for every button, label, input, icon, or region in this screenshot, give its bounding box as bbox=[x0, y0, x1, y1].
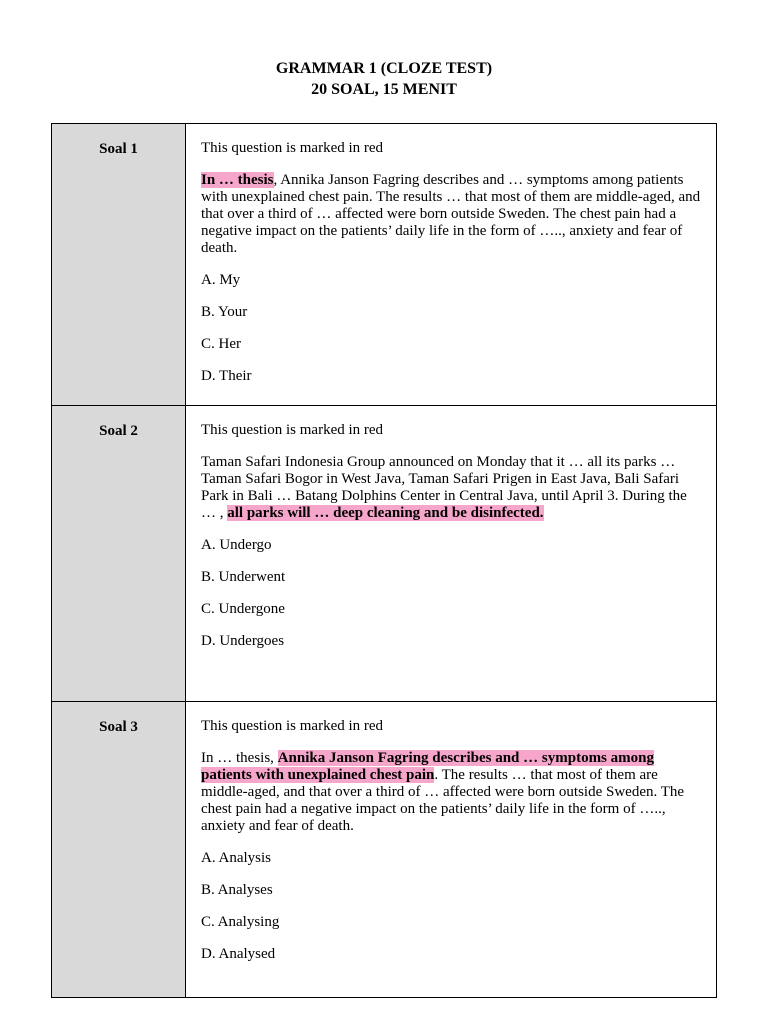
answer-option-b[interactable]: B. Underwent bbox=[201, 569, 286, 585]
answer-option-d[interactable]: D. Their bbox=[201, 368, 252, 384]
question-content bbox=[186, 702, 717, 998]
answer-option-c[interactable]: C. Analysing bbox=[201, 914, 280, 930]
question-label: Soal 1 bbox=[52, 124, 186, 406]
question-passage bbox=[201, 172, 702, 257]
answer-option-a[interactable]: A. Analysis bbox=[201, 850, 272, 866]
question-intro: This question is marked in red bbox=[201, 140, 384, 156]
answer-option-c[interactable]: C. Her bbox=[201, 336, 241, 352]
question-row bbox=[52, 124, 717, 406]
answer-option-a[interactable]: A. Undergo bbox=[201, 537, 272, 553]
highlighted-text: Annika Janson Fagring describes and … symptoms among patients with unexplained chest pain bbox=[201, 750, 654, 783]
question-intro: This question is marked in red bbox=[201, 422, 384, 438]
document-title: GRAMMAR 1 (CLOZE TEST) bbox=[275, 60, 493, 77]
answer-option-d[interactable]: D. Undergoes bbox=[201, 633, 285, 649]
answer-option-c[interactable]: C. Undergone bbox=[201, 601, 285, 617]
question-content bbox=[186, 124, 717, 406]
passage-text: In … thesis, bbox=[201, 750, 278, 766]
question-row bbox=[52, 406, 717, 702]
answer-option-d[interactable]: D. Analysed bbox=[201, 946, 276, 962]
passage-text: Taman Safari Indonesia Group announced on Monday that it … all its parks … Taman Safari Bogor in West Java, Taman Safari Prigen in East Java, Bali Safari Park in Bali … Batang Dolphins Center in Central Java, until April 3. During the … , bbox=[201, 454, 687, 521]
document-subtitle: 20 SOAL, 15 MENIT bbox=[311, 81, 457, 98]
answer-option-b[interactable]: B. Your bbox=[201, 304, 248, 320]
question-row bbox=[52, 702, 717, 998]
answer-option-a[interactable]: A. My bbox=[201, 272, 241, 288]
highlighted-text: In … thesis bbox=[201, 172, 274, 188]
question-label: Soal 2 bbox=[52, 406, 186, 702]
question-table bbox=[51, 123, 717, 998]
question-passage bbox=[201, 750, 702, 835]
passage-text: , Annika Janson Fagring describes and … symptoms among patients with unexplained chest pain. The results … that most of them are middle-aged, and that over a third of … affected were born outside Sweden. The chest pain had a negative impact on the patients’ daily life in the form of ….., anxiety and fear of death. bbox=[201, 172, 701, 256]
question-label: Soal 3 bbox=[52, 702, 186, 998]
passage-text: . The results … that most of them are middle-aged, and that over a third of … affected were born outside Sweden. The chest pain had a negative impact on the patients’ daily life in the form of ….., anxiety and fear of death. bbox=[201, 767, 685, 834]
question-passage bbox=[201, 454, 702, 522]
answer-option-b[interactable]: B. Analyses bbox=[201, 882, 273, 898]
question-intro: This question is marked in red bbox=[201, 718, 384, 734]
question-content bbox=[186, 406, 717, 702]
highlighted-text: all parks will … deep cleaning and be disinfected. bbox=[227, 505, 544, 521]
